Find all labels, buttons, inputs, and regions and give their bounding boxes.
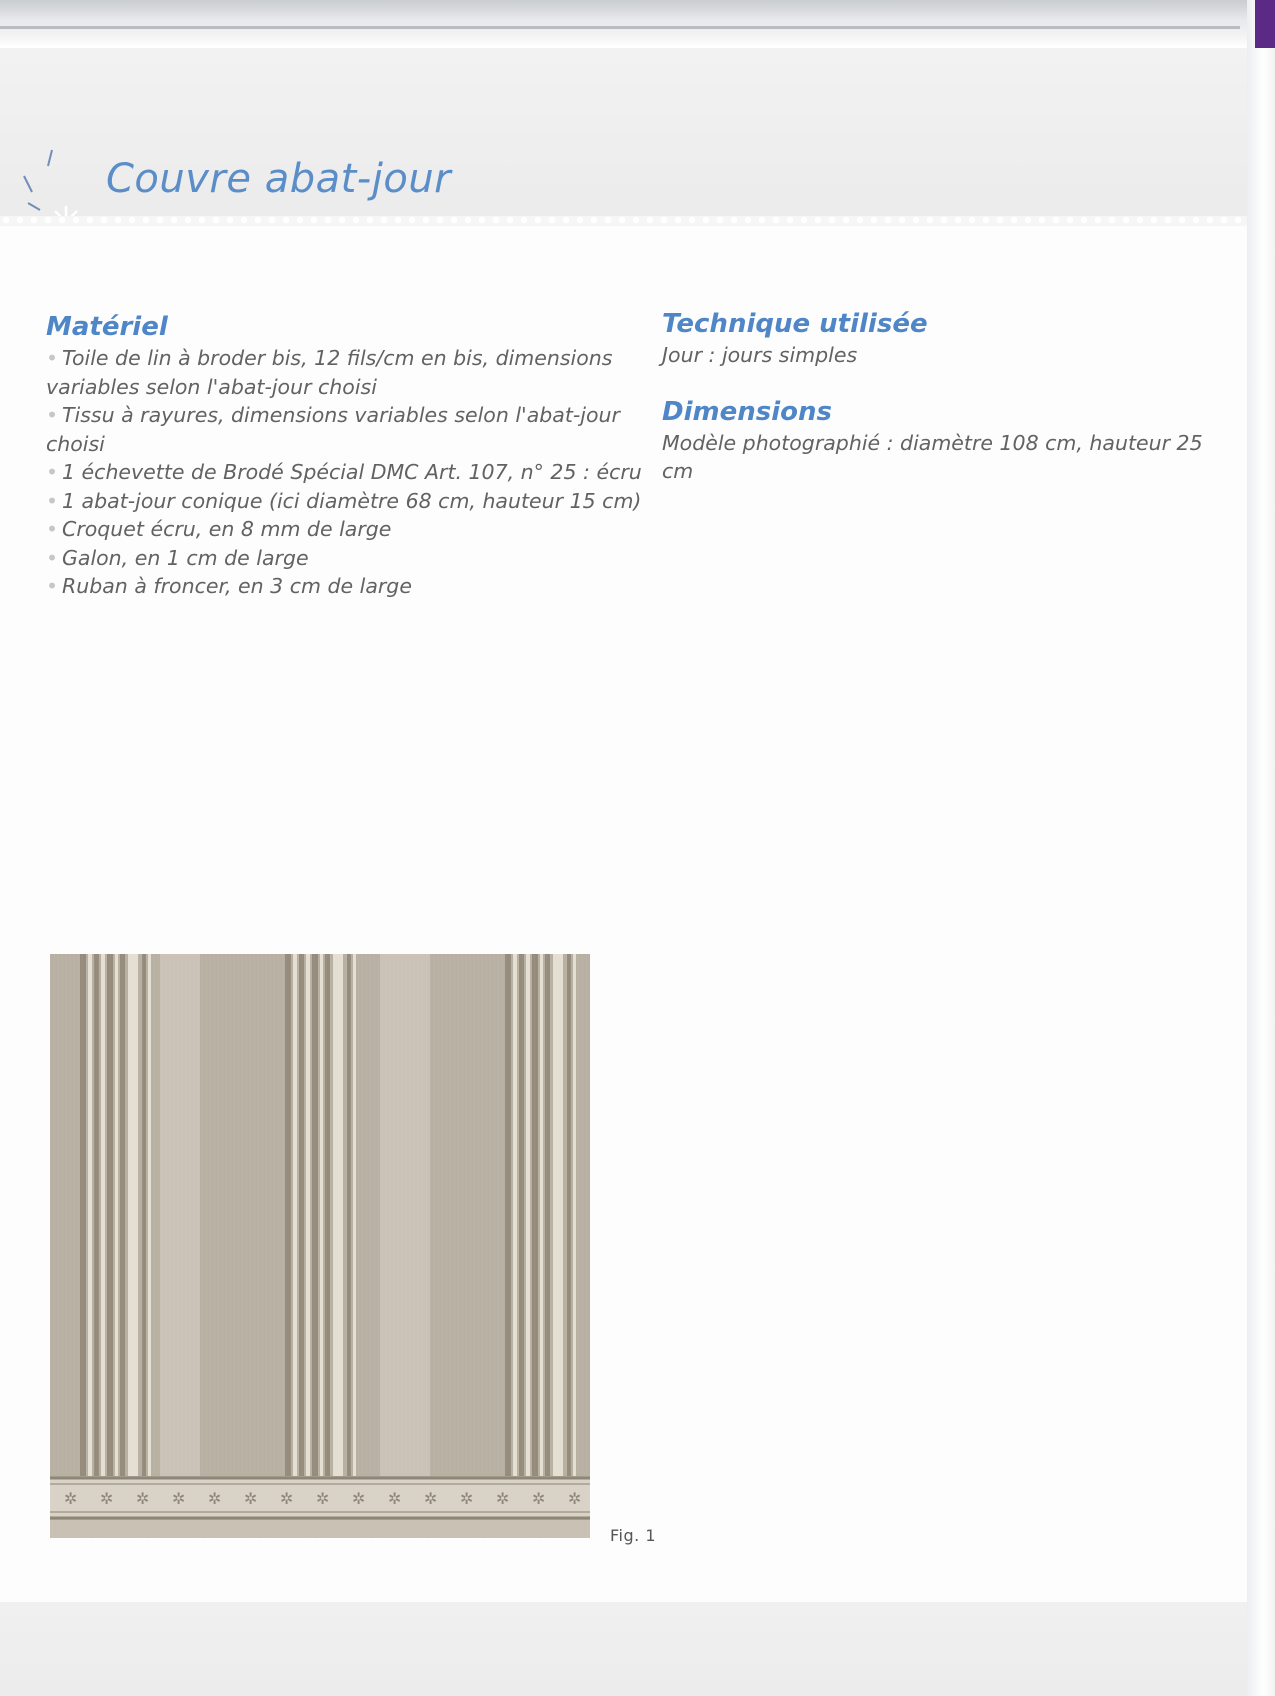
trim-flower-motifs [64,1489,581,1508]
bullet-icon: • [46,545,59,570]
technique-heading: Technique utilisée [662,309,928,339]
flower-motif-icon: ✲ [64,1489,78,1508]
technique-section [662,307,1222,485]
book-spine-edge [1247,0,1275,1696]
list-item: • 1 échevette de Brodé Spécial DMC Art. 107, n° 25 : écru [46,458,646,487]
flower-motif-icon: ✲ [532,1489,546,1508]
flower-motif-icon: ✲ [388,1489,402,1508]
bullet-icon: • [46,460,59,484]
flower-motif-icon: ✲ [136,1489,150,1508]
flower-motif-icon: ✲ [316,1489,330,1508]
page-title: Couvre abat-jour [106,156,452,202]
materials-heading: Matériel [46,312,168,342]
materials-list [46,344,646,601]
flower-motif-icon: ✲ [568,1489,582,1508]
materials-section [46,310,646,601]
bullet-icon: • [46,346,59,370]
flower-motif-icon: ✲ [100,1489,114,1508]
flower-motif-icon: ✲ [208,1489,222,1508]
bullet-icon: • [46,517,59,541]
flower-motif-icon: ✲ [460,1489,474,1508]
list-item: • 1 abat-jour conique (ici diamètre 68 cm, hauteur 15 cm) [46,487,646,516]
lace-trim-border [0,216,1247,226]
flower-motif-icon: ✲ [496,1489,510,1508]
list-item: • Croquet écru, en 8 mm de large [46,515,646,544]
figure-caption: Fig. 1 [610,1526,656,1545]
bullet-icon: • [46,488,59,513]
list-item: • Toile de lin à broder bis, 12 fils/cm en bis, dimensions variables selon l'abat-jour choisi [46,346,613,399]
spine-purple-mark [1255,0,1275,48]
scan-edge-rule [0,26,1240,29]
bullet-icon: • [46,403,59,427]
technique-text: Jour : jours simples [662,343,858,367]
list-item: • Galon, en 1 cm de large [46,544,646,573]
list-item: • Ruban à froncer, en 3 cm de large [46,572,646,601]
bullet-icon: • [46,574,59,598]
scan-top-edge [0,0,1275,48]
dimensions-heading: Dimensions [662,397,832,427]
fabric-illustration [50,954,590,1550]
flower-motif-icon: ✲ [172,1489,186,1508]
flower-motif-icon: ✲ [280,1489,294,1508]
dimensions-text: Modèle photographié : diamètre 108 cm, hauteur 25 cm [662,431,1203,483]
flower-motif-icon: ✲ [244,1489,258,1508]
list-item: • Tissu à rayures, dimensions variables selon l'abat-jour choisi [46,403,620,456]
striped-fabric-photo [50,954,590,1550]
sparkle-decoration-icon [18,148,98,226]
flower-motif-icon: ✲ [424,1489,438,1508]
flower-motif-icon: ✲ [352,1489,366,1508]
scan-bottom-band [0,1602,1247,1696]
